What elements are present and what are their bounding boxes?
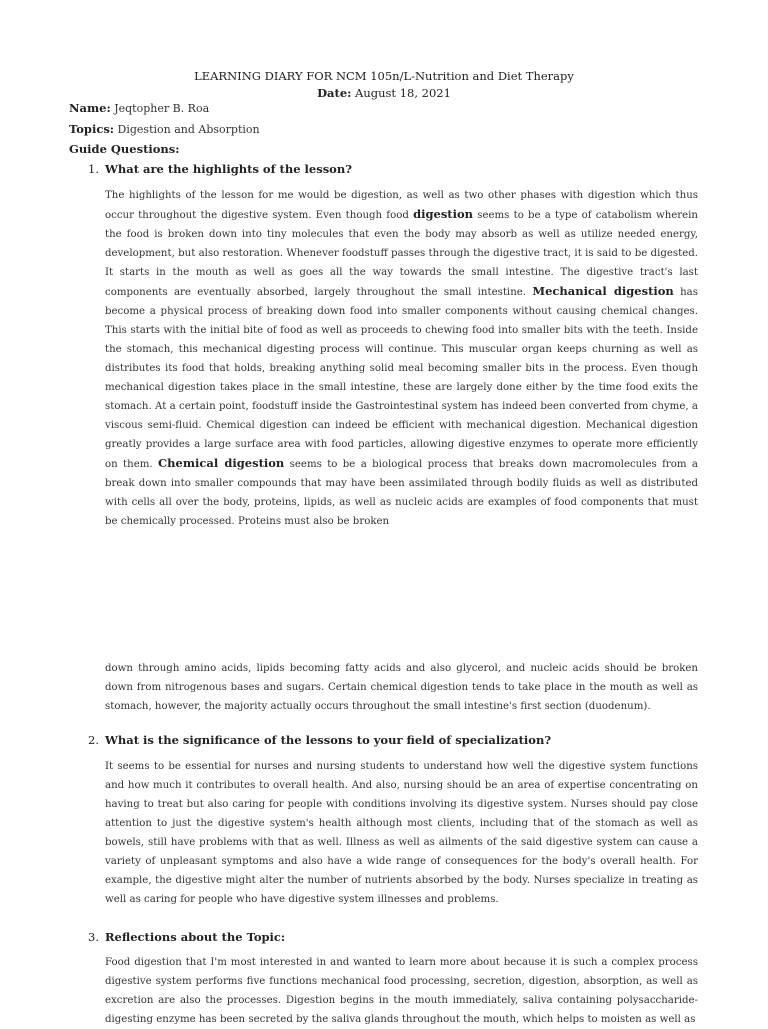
document-date bbox=[0, 86, 768, 100]
answer-2: It seems to be essential for nurses and nursing students to understand how well the digestive system functions and how much it contributes to overall health. And also, nursing should be an area of expertise concentrating on having to treat but also caring for people with conditions involving its digestive system. Nurses should pay close attention to just the digestive system's health although most clients, including that of the stomach as well as bowels, still have problems with that as well. Illness as well as ailments of the said digestive system can cause a variety of unpleasant symptoms and also have a wide range of consequences for the body's overall health. For example, the digestive might alter the number of nutrients absorbed by the body. Nurses specialize in treating as well as caring for people who have digestive system illnesses and problems. bbox=[105, 761, 698, 905]
answer-1 bbox=[105, 186, 698, 531]
name-value: Jeqtopher B. Roa bbox=[114, 102, 210, 115]
keyword-mechanical-digestion: Mechanical digestion bbox=[532, 284, 674, 298]
answer-3: Food digestion that I'm most interested in and wanted to learn more about because it is such a complex process digestive system performs five functions mechanical food processing, secretion, digestion, absorption, as well as excretion are also the processes. Digestion begins in the mouth immediately, saliva containing polysaccharide-digesting enzyme has been secreted by the saliva glands throughout the mouth, which helps to moisten as well as bbox=[105, 957, 698, 1025]
name-line bbox=[69, 101, 209, 115]
topics-line bbox=[69, 122, 260, 136]
question-number: 1. bbox=[88, 162, 99, 176]
question-number: 2. bbox=[88, 733, 99, 747]
answer-text: has become a physical process of breaking down food into smaller components without causing chemical changes. This starts with the initial bite of food as well as proceeds to chewing food into smaller bits with the teeth. Inside the stomach, this mechanical digesting process will continue. This muscular organ keeps churning as well as distributes its food that holds, breaking anything solid meal becoming smaller bits in the process. Even though mechanical digestion takes place in the small intestine, these are largely done either by the time food exits the stomach. At a certain point, foodstuff inside the Gastrointestinal system has indeed been converted from chyme, a viscous semi-fluid. Chemical digestion can indeed be efficient with mechanical digestion. Mechanical digestion greatly provides a large surface area with food particles, allowing digestive enzymes to operate more efficiently on them. bbox=[105, 287, 698, 470]
question-2 bbox=[88, 733, 551, 747]
topics-value: Digestion and Absorption bbox=[117, 123, 260, 136]
date-label: Date: bbox=[317, 86, 352, 100]
question-text: What are the highlights of the lesson? bbox=[105, 162, 352, 176]
question-1 bbox=[88, 162, 352, 176]
answer-text: The highlights of the lesson for me would be digestion, as well as two other phases with digestion which thus occur throughout the digestive system. Even though food bbox=[105, 190, 698, 221]
name-label: Name: bbox=[69, 101, 111, 115]
answer-text: seems to be a type of catabolism wherein the food is broken down into tiny molecules that even the body may absorb as well as utilize needed energy, development, but also restoration. Whenever foodstuff passes through the digestive tract, it is said to be digested. It starts in the mouth as well as goes all the way towards the small intestine. The digestive tract's last components are eventually absorbed, largely throughout the small intestine. bbox=[105, 210, 698, 298]
question-text: Reflections about the Topic: bbox=[105, 930, 286, 944]
keyword-digestion: digestion bbox=[413, 207, 474, 221]
document-title: LEARNING DIARY FOR NCM 105n/L-Nutrition and Diet Therapy bbox=[194, 69, 574, 83]
answer-text: seems to be a biological process that breaks down macromolecules from a break down into smaller compounds that may have been assimilated through bodily fluids as well as distributed with cells all over the body, proteins, lipids, as well as nucleic acids are examples of food components that must be chemically processed. Proteins must also be broken bbox=[105, 459, 698, 527]
topics-label: Topics: bbox=[69, 122, 115, 136]
date-value: August 18, 2021 bbox=[355, 86, 451, 100]
question-number: 3. bbox=[88, 930, 99, 944]
answer-1-continued: down through amino acids, lipids becoming fatty acids and also glycerol, and nucleic acids should be broken down from nitrogenous bases and sugars. Certain chemical digestion tends to take place in the mouth as well as stomach, however, the majority actually occurs throughout the small intestine's first section (duodenum). bbox=[105, 663, 698, 712]
keyword-chemical-digestion: Chemical digestion bbox=[158, 456, 285, 470]
question-3 bbox=[88, 930, 285, 944]
guide-questions-heading: Guide Questions: bbox=[69, 142, 180, 156]
question-text: What is the significance of the lessons to your field of specialization? bbox=[105, 733, 552, 747]
